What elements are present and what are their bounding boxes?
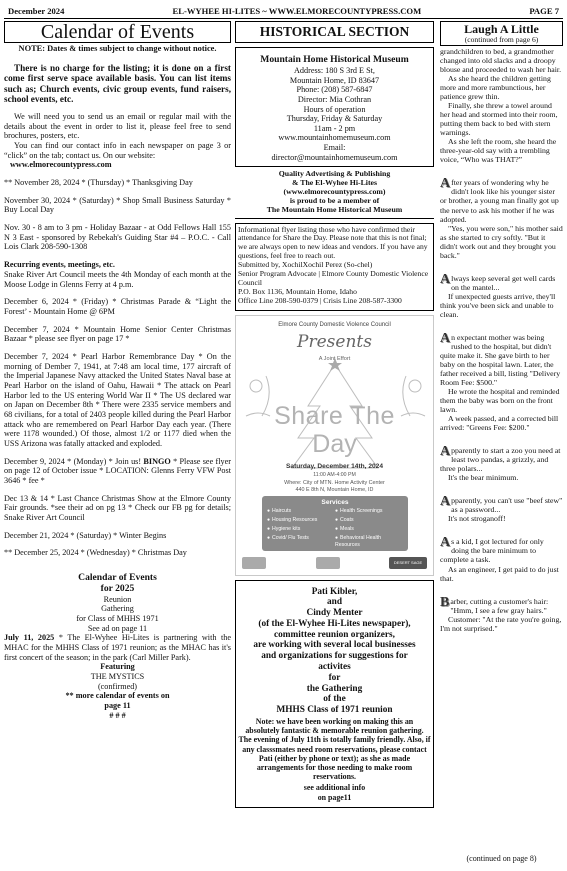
historical-column <box>235 21 434 867</box>
recurring-text: Snake River Art Council meets the 4th Monday of each month at the Moose Lodge in Glenns Ferry at 4 p.m. <box>4 269 231 289</box>
cal2025-year: for 2025 <box>100 583 135 595</box>
bingo-pre: December 9, 2024 * (Monday) * Join us! <box>4 456 144 466</box>
more-events-page: page 11 <box>104 700 131 710</box>
reunion-line: are working with several local businesses <box>253 640 416 651</box>
reunion-box <box>235 580 434 808</box>
desert-sage-logo: DESERT SAGE <box>389 557 427 569</box>
event-item: ** November 28, 2024 * (Thursday) * Thanksgiving Day <box>4 178 193 188</box>
museum-info-line: Mountain Home, ID 83647 <box>289 75 380 85</box>
museum-info-line: Email: <box>323 142 346 152</box>
featuring: Featuring <box>100 662 135 672</box>
event-item: ** December 25, 2024 * (Wednesday) * Christmas Day <box>4 548 187 558</box>
joke-paragraph <box>440 330 563 387</box>
joke-paragraph: It's the bear minimum. <box>448 473 519 483</box>
reunion-line: of the <box>323 694 346 705</box>
joke-paragraph: "Yes, you were son," his mother said as she started to cry softly. "But it didn't work out and they brought you back." <box>440 223 563 260</box>
joke-text: arber, cutting a customer's hair: "Hmm, I see a few gray hairs." <box>450 596 549 615</box>
reunion-line: Cindy Menter <box>306 608 363 619</box>
joke-item <box>440 537 563 582</box>
drop-cap: A <box>440 494 451 510</box>
qa-line: Quality Advertising & Publishing <box>278 169 391 179</box>
issue-date: December 2024 <box>8 6 65 16</box>
joke-paragraph <box>440 446 563 473</box>
calendar-title: Calendar of Events <box>4 21 231 43</box>
qa-line: & The El-Wyhee Hi-Lites <box>291 178 378 188</box>
flyer-info-line: Office Line 208-590-0379 | Crisis Line 208-587-3300 <box>238 295 402 305</box>
cal2025-line: for Class of MHHS 1971 <box>76 613 159 623</box>
laugh-subtitle: (continued from page 6) <box>464 34 539 44</box>
recurring-title: Recurring events, meetings, etc. <box>4 260 115 270</box>
reunion-page: on page11 <box>317 792 352 802</box>
service-item: ● Behavioral Health Resources <box>335 535 403 548</box>
museum-info-line: director@mountainhomemuseum.com <box>271 152 398 162</box>
qa-line: is proud to be a member of <box>289 195 380 205</box>
calendar-column <box>4 21 231 867</box>
museum-info-line: 11am - 2 pm <box>313 123 356 133</box>
event-item: December 7, 2024 * Pearl Harbor Remembrance Day * On the morning of Dember 7, 1941, at 7:48 am local time, 177 aircraft of the Imperial Japanese Navy attacked the United States Naval base at Pearl Harbor on the island of Oahu, Hawaii * The attack on Pearl Harbor led to the US entering World War II * The US declared war on Japan on December 8th * There were 2335 service members and 68 civilians, for a total of 2403 people killed during the Pearl Harbor attack who are remembered on Pearl Harbor Day each year. (There were 1178 wounded.) Of those, almost 1/2 or 1177 died when the USS Arizona was fatally attacked and exploded. <box>4 351 231 448</box>
event-item: December 6, 2024 * (Friday) * Christmas Parade & “Light the Forest’ - Mountain Home @ 6PM <box>4 297 231 316</box>
service-item: ● Covid/ Flu Tests <box>267 535 335 548</box>
header-divider <box>4 18 563 19</box>
laugh-title: Laugh A Little <box>464 22 539 36</box>
historical-title: HISTORICAL SECTION <box>235 21 434 43</box>
joke-text: pparently, you can't use "beef stew" as a password... <box>451 496 563 515</box>
bingo-post: * Please see flyer on page 12 of October issue * LOCATION: Glenns Ferry VFW Post 3646 * fee * <box>4 456 231 485</box>
museum-info-line: Director: Mia Cothran <box>297 95 372 104</box>
reunion-line: and <box>327 597 342 608</box>
joke-text: fter years of wondering why he didn't look like his younger sister or brother, a young man finally got up the nerve to ask his mother if he was adopted. <box>440 178 559 224</box>
joke-paragraph <box>440 496 563 514</box>
flyer-info-line: P.O. Box 1136, Mountain Home, Idaho <box>238 286 357 296</box>
joke-item <box>440 594 563 633</box>
flyer-info-line: Senior Program Advocate | Elmore County Domestic Violence Council <box>238 268 429 287</box>
joke-paragraph: As an engineer, I get paid to do just that. <box>440 564 559 583</box>
flyer-where: Where: City of MTN. Home Activity Center <box>284 479 385 486</box>
band-confirmed: (confirmed) <box>97 681 138 691</box>
calendar-intro-bold: There is no charge for the listing; it is done on a first come first serve space available basis. You can list items such as; Church events, civic group events, fund raisers, school events, etc. <box>4 62 231 104</box>
drop-cap: A <box>440 271 451 287</box>
reunion-line: committee reunion organizers, <box>274 629 395 640</box>
reunion-line: Pati Kibler, <box>311 586 358 597</box>
joke-item <box>440 446 563 482</box>
service-item: ● Housing Resources <box>267 517 335 524</box>
joke-paragraph: grandchildren to bed, a grandmother changed into old slacks and a droopy blouse and proceeded to wash her hair. <box>440 47 562 75</box>
joke-text: pparently to start a zoo you need at least two pandas, a grizzly, and three polars... <box>440 446 561 474</box>
flyer-info-line: Informational flyer listing those who have confirmed their attendance for Share the Day. Please note that this is not final; we are always open to new ideas and vendors. If you have any questions, feel free to reach out. <box>238 224 428 261</box>
museum-info-line: Hours of operation <box>303 104 366 114</box>
flyer-info-box <box>235 223 434 311</box>
reunion-line: (of the El-Wyhee Hi-Lites newspaper), <box>258 618 411 629</box>
calendar-intro-text: We will need you to send us an email or regular mail with the details about the event in order to list it, please feel free to send brochures, posters, etc. <box>4 112 231 141</box>
event-item: December 21, 2024 * (Saturday) * Winter Begins <box>4 530 167 540</box>
drop-cap: A <box>440 535 451 551</box>
museum-info-line: Phone: (208) 587-6847 <box>296 85 373 95</box>
qa-line: (www.elmorecountypress.com) <box>283 186 386 196</box>
museum-info-line: Thursday, Friday & Saturday <box>286 114 383 124</box>
flyer-time: 11:00 AM-4:00 PM <box>313 471 356 478</box>
continued-note: (continued on page 8) <box>466 853 537 863</box>
reunion-see: see additional info <box>303 782 366 792</box>
flyer-info-line: Submitted by, XochilXochil Perez (So-chel) <box>238 260 373 270</box>
calendar-intro-text2: You can find our contact info in each newspaper on page 3 or “click” on the tab; contact us. On our website: <box>4 141 231 160</box>
flyer-date: Saturday, December 14th, 2024 <box>286 462 383 470</box>
july-date: July 11, 2025 <box>4 633 55 643</box>
flyer-title-line2: Day <box>312 429 357 458</box>
service-item: ● Hygiene kits <box>267 526 335 533</box>
calendar-note: NOTE: Dates & times subject to change without notice. <box>18 44 217 53</box>
joke-item <box>440 178 563 259</box>
flyer-org: Elmore County Domestic Violence Council <box>278 321 391 328</box>
service-item: ● Haircuts <box>267 508 335 515</box>
joke-paragraph: Customer: "At the rate you're going, I'm not surprised." <box>440 614 562 633</box>
cal2025-line: See ad on page 11 <box>87 623 148 633</box>
services-box <box>262 496 408 551</box>
joke-paragraph: As she left the room, she heard the three-year-old say with a trembling voice, “Who was THAT?” <box>440 137 557 165</box>
cal2025-line: Reunion <box>103 594 132 604</box>
joke-text: lways keep several get well cards on the mantel... <box>451 273 556 292</box>
joke-paragraph: It's not stroganoff! <box>448 514 506 524</box>
reunion-line: activites <box>318 662 351 672</box>
website-link[interactable]: www.elmorecountypress.com <box>10 160 112 170</box>
event-item: Nov. 30 - 8 am to 3 pm - Holiday Bazaar - at Odd Fellows Hall 155 N 3 East - sponsored by Rebekah's Guiding Star #4 – P.O.C. - Call Lois Clark 208-590-1308 <box>4 223 231 252</box>
services-title: Services <box>321 498 349 506</box>
sponsor-logo-icon <box>316 557 340 569</box>
joke-paragraph <box>440 178 563 223</box>
drop-cap: A <box>440 176 451 192</box>
drop-cap: A <box>440 330 451 346</box>
sponsor-logos <box>242 555 427 571</box>
cal2025-line: Gathering <box>101 604 134 614</box>
reunion-line: for <box>328 672 341 683</box>
more-events: ** more calendar of events on <box>65 691 170 701</box>
museum-info-line: www.mountainhomemuseum.com <box>278 133 391 143</box>
joke-paragraph: Finally, she threw a towel around her head and stormed into their room, putting them back to bed with stern warnings. <box>440 101 558 138</box>
museum-name: Mountain Home Historical Museum <box>260 54 409 65</box>
joke-paragraph: As she heard the children getting more and more rambunctious, her patience grew thin. <box>440 74 551 102</box>
joke-paragraph <box>440 271 563 292</box>
flyer-joint: A Joint Effort <box>318 355 351 362</box>
reunion-line: and organizations for suggestions for <box>261 651 408 662</box>
joke-item <box>440 496 563 523</box>
july-event <box>4 633 231 662</box>
sponsor-logo-icon <box>242 557 266 569</box>
joke-text: n expectant mother was being rushed to the hospital, but didn't quite make it. She gave birth to her baby on the hospital lawn. Later, the father received a bill, listing "Delivery Room Fee: $500." <box>440 332 561 387</box>
museum-box <box>235 47 434 167</box>
cal2025-title: Calendar of Events <box>78 571 157 583</box>
flyer-address: 440 E 8th N, Mountain Home, ID <box>295 486 374 493</box>
qa-line: The Mountain Home Historical Museum <box>266 204 403 214</box>
drop-cap: B <box>440 594 450 610</box>
qa-membership <box>235 170 434 218</box>
reunion-line: MHHS Class of 1971 reunion <box>276 705 393 716</box>
page-number: PAGE 7 <box>529 6 559 16</box>
masthead: EL-WYHEE HI-LITES ~ WWW.ELMORECOUNTYPRESS.COM <box>172 6 422 16</box>
reunion-body: Note: we have been working on making this an absolutely fantastic & memorable reunion gathering. The evening of July 11th is totally family friendly. Also, if any classsmates need room reservations, please contact Pati (either by phone or text); as she as made arrangements for those needing to make room reservations. <box>238 716 431 782</box>
share-the-day-flyer <box>235 315 434 576</box>
joke-paragraph: If unexpected guests arrive, they'll think you've been sick and unable to clean. <box>440 291 556 319</box>
july-text: * The El-Wyhee Hi-Lites is partnering with the MHAC for the MHHS Class of 1971 reunion; as the MHAC has it's first concert of the season; in the park (Carl Miller Park). <box>4 633 231 662</box>
band-name: THE MYSTICS <box>90 671 145 681</box>
flyer-presents: Presents <box>297 331 372 352</box>
joke-item <box>440 330 563 433</box>
event-item: December 7, 2024 * Mountain Home Senior Center Christmas Bazaar * please see flyer on page 17 * <box>4 324 231 344</box>
service-item: ● Meals <box>335 526 403 533</box>
museum-info-line: Address: 180 S 3rd E St, <box>294 66 375 76</box>
joke-text: s a kid, I got lectured for only doing the bare minimum to complete a task. <box>440 537 544 565</box>
joke-paragraph: A week passed, and a corrected bill arrived: "Greens Fee: $200." <box>440 414 559 433</box>
bingo-event <box>4 457 231 486</box>
event-item: November 30, 2024 * (Saturday) * Shop Small Business Saturday * Buy Local Day <box>4 195 231 215</box>
service-item: ● Coats <box>335 517 403 524</box>
flyer-title-line1: Share The <box>274 401 395 430</box>
joke-paragraph <box>440 594 563 615</box>
bingo-word: BINGO <box>143 456 171 466</box>
reunion-line: the Gathering <box>306 683 363 694</box>
drop-cap: A <box>440 444 451 460</box>
service-item: ● Health Screenings <box>335 508 403 515</box>
event-item: Dec 13 & 14 * Last Chance Christmas Show at the Elmore County Fair grounds. *see their ad on pg 13 * Check our FB pg for details; Snake River Art Council <box>4 493 231 522</box>
laugh-column <box>440 21 563 867</box>
joke-item <box>440 271 563 319</box>
joke-paragraph: He wrote the hospital and reminded them the baby was born on the front lawn. <box>440 387 560 415</box>
end-mark: # # # <box>109 710 126 720</box>
laugh-title-box <box>440 21 563 46</box>
page-header <box>4 4 563 18</box>
joke-paragraph <box>440 537 563 564</box>
